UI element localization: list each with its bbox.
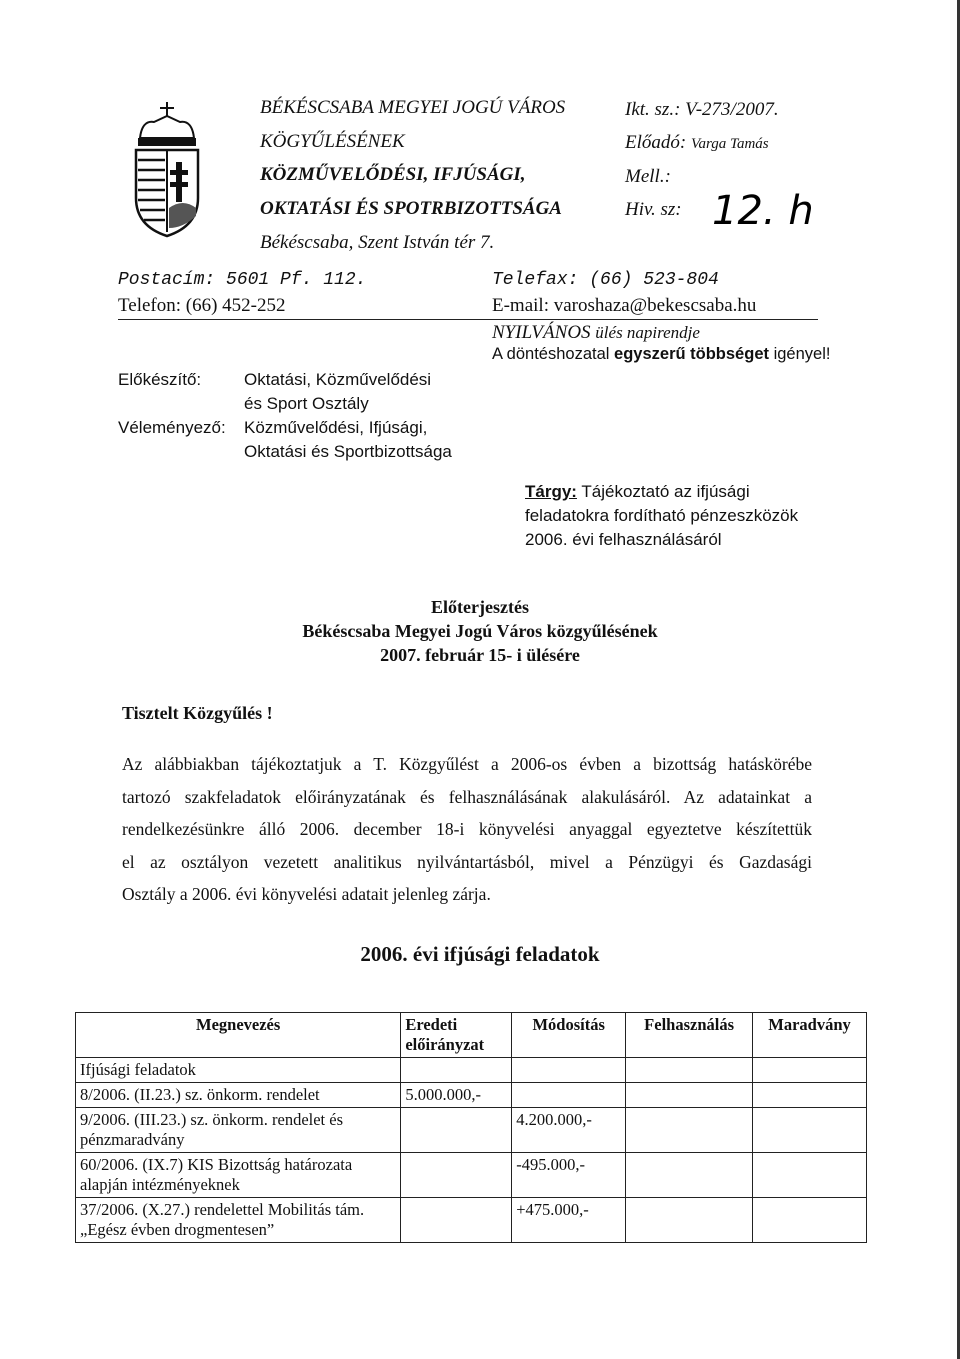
title-line1: Előterjesztés xyxy=(431,597,529,617)
committee-line1: KÖZMŰVELŐDÉSI, IFJÚSÁGI, xyxy=(260,164,526,185)
subject-line1: Tájékoztató az ifjúsági xyxy=(581,482,750,501)
org-line1: BÉKÉSCSABA MEGYEI JOGÚ VÁROS xyxy=(260,97,566,118)
org-line2: KÖGYŰLÉSÉNEK xyxy=(260,131,405,152)
budget-table-wrap xyxy=(75,1012,867,1243)
col-header-maradvany: Maradvány xyxy=(753,1013,867,1058)
hiv-sz: Hiv. sz: xyxy=(625,199,682,220)
budget-table xyxy=(75,1012,867,1243)
velemenyezo-line1: Közművelődési, Ifjúsági, xyxy=(244,418,428,437)
decision-note xyxy=(492,345,830,364)
body-paragraph xyxy=(122,748,812,911)
subject-line3: 2006. évi felhasználásáról xyxy=(525,530,722,549)
cell-modositas: 4.200.000,- xyxy=(512,1108,626,1153)
cell-name: 60/2006. (IX.7) KIS Bizottság határozata alapján intézményeknek xyxy=(76,1153,401,1198)
section-title: 2006. évi ifjúsági feladatok xyxy=(360,942,600,966)
title-line3: 2007. február 15- i ülésére xyxy=(380,645,580,665)
col-header-megnevezes: Megnevezés xyxy=(76,1013,401,1058)
decision-pre: A döntéshozatal xyxy=(492,345,610,363)
table-group-row xyxy=(76,1058,867,1083)
cell-eredeti xyxy=(401,1153,512,1198)
col-header-eredeti: Eredeti előirányzat xyxy=(401,1013,512,1058)
cell-felhasznalas xyxy=(626,1083,753,1108)
eloado xyxy=(625,131,769,156)
subject-block xyxy=(525,480,798,552)
handwritten-number: 12. h xyxy=(712,188,814,234)
cell-maradvany xyxy=(753,1083,867,1108)
velemenyezo-line2: Oktatási és Sportbizottsága xyxy=(244,442,452,461)
elokeszito-label: Előkészítő: xyxy=(118,370,202,389)
velemenyezo-label: Véleményező: xyxy=(118,418,226,437)
cell-felhasznalas xyxy=(626,1198,753,1243)
subject-line2: feladatokra fordítható pénzeszközök xyxy=(525,506,799,525)
cell-eredeti xyxy=(401,1108,512,1153)
public-label: NYILVÁNOS xyxy=(492,322,591,343)
cell-maradvany xyxy=(753,1153,867,1198)
body-line: el az osztályon vezetett analitikus nyilvántartásból, mivel a Pénzügyi és Gazdasági xyxy=(122,851,812,872)
telefon: Telefon: (66) 452-252 xyxy=(118,295,286,316)
cell-modositas xyxy=(512,1083,626,1108)
body-line: rendelkezésünkre álló 2006. december 18-i könyvelési anyaggal egyeztetve készítettük xyxy=(122,819,812,839)
postacim: Postacím: 5601 Pf. 112. xyxy=(118,270,367,290)
cell-maradvany xyxy=(753,1108,867,1153)
elokeszito-line1: Oktatási, Közművelődési xyxy=(244,370,432,389)
table-row xyxy=(76,1083,867,1108)
cell-name: 8/2006. (II.23.) sz. önkorm. rendelet xyxy=(76,1083,401,1108)
eloado-label: Előadó: xyxy=(625,132,687,153)
eloado-name: Varga Tamás xyxy=(690,136,769,152)
mell: Mell.: xyxy=(625,166,671,187)
header-rule xyxy=(118,319,818,320)
table-header-row xyxy=(76,1013,867,1058)
decision-post: igényel! xyxy=(773,345,831,363)
cell-modositas: -495.000,- xyxy=(512,1153,626,1198)
cell-name: 37/2006. (X.27.) rendelettel Mobilitás tám. „Egész évben drogmentesen” xyxy=(76,1198,401,1243)
body-line: Osztály a 2006. évi könyvelési adatait jelenleg zárja. xyxy=(122,884,491,904)
cell-felhasznalas xyxy=(626,1108,753,1153)
proposal-title xyxy=(0,595,960,667)
col-header-modositas: Módosítás xyxy=(512,1013,626,1058)
cell-eredeti xyxy=(401,1198,512,1243)
subject-label: Tárgy: xyxy=(525,482,577,501)
col-header-felhasznalas: Felhasználás xyxy=(626,1013,753,1058)
coat-of-arms-icon xyxy=(128,98,206,238)
committee-line2: OKTATÁSI ÉS SPOTRBIZOTTSÁGA xyxy=(260,198,562,219)
table-row xyxy=(76,1198,867,1243)
public-rest: ülés napirendje xyxy=(595,323,700,342)
salutation: Tisztelt Közgyűlés ! xyxy=(122,703,273,723)
public-session xyxy=(492,322,700,344)
cell-modositas: +475.000,- xyxy=(512,1198,626,1243)
table-row xyxy=(76,1153,867,1198)
ikt-number: Ikt. sz.: V-273/2007. xyxy=(625,99,779,120)
cell-name: 9/2006. (III.23.) sz. önkorm. rendelet és pénzmaradvány xyxy=(76,1108,401,1153)
email: E-mail: varoshaza@bekescsaba.hu xyxy=(492,295,757,316)
body-line: Az alábbiakban tájékoztatjuk a T. Közgyűlést a 2006-os évben a bizottság hatáskörébe xyxy=(122,754,812,774)
decision-bold: egyszerű többséget xyxy=(614,345,769,363)
table-row xyxy=(76,1108,867,1153)
cell-maradvany xyxy=(753,1198,867,1243)
body-line: tartozó szakfeladatok előirányzatának és felhasználásának alakulásáról. Az adatainkat a xyxy=(122,786,812,807)
telefax: Telefax: (66) 523-804 xyxy=(492,270,719,290)
cell-eredeti: 5.000.000,- xyxy=(401,1083,512,1108)
elokeszito-line2: és Sport Osztály xyxy=(244,394,369,413)
title-line2: Békéscsaba Megyei Jogú Város közgyűlésének xyxy=(302,621,658,641)
address: Békéscsaba, Szent István tér 7. xyxy=(260,232,495,253)
group-label: Ifjúsági feladatok xyxy=(76,1058,401,1083)
cell-felhasznalas xyxy=(626,1153,753,1198)
